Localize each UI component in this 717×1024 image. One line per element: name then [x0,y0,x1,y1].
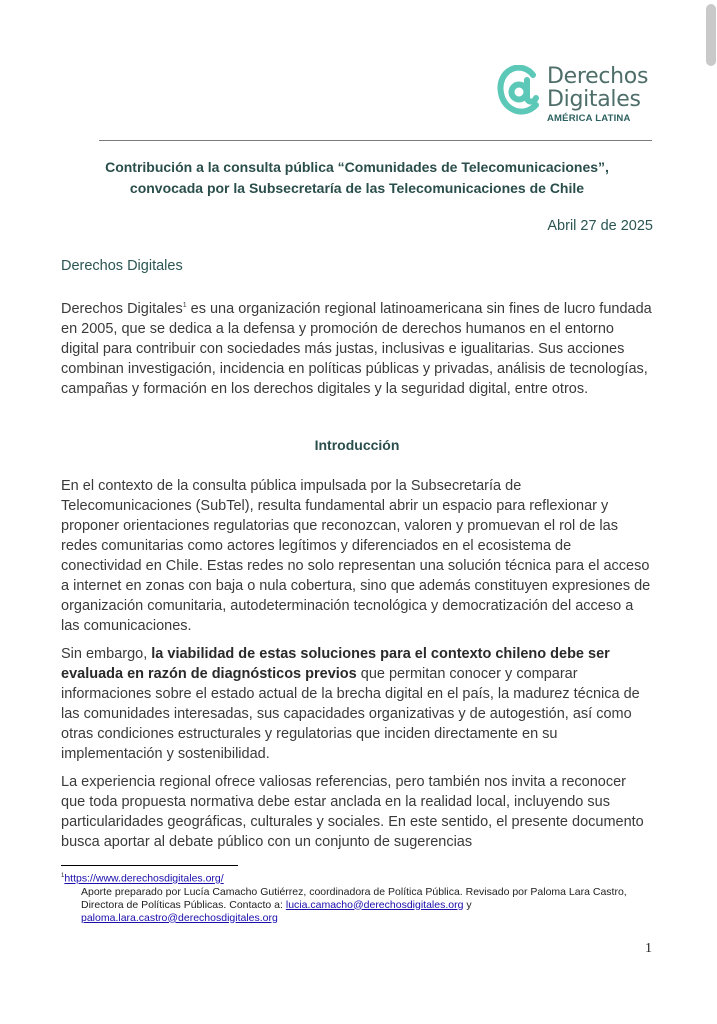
viability-pre: Sin embargo, [61,646,152,662]
footnote-divider [61,865,238,866]
viability-post: que permitan conocer y comparar informaciones sobre el estado actual de la brecha digital en el país, la madurez técnica de las comunidades interesadas, sus capacidades organizativas y de autogestión, así como otras condiciones estructurales y regulatorias que inciden directamente en su implementación y sostenibilidad. [61,666,640,762]
title-line-1: Contribución a la consulta pública “Comunidades de Telecomunicaciones”, [105,159,609,175]
footnote-conj: y [463,898,472,911]
header-divider [99,140,652,141]
section-heading-introduccion: Introducción [314,437,400,453]
document-date: Abril 27 de 2025 [547,218,653,234]
logo-tagline: AMÉRICA LATINA [547,113,631,124]
footnote-text: Aporte preparado por Lucía Camacho Gutiérrez, coordinadora de Política Pública. Revisado por Paloma Lara Castro, Directora de Políticas Públicas. Contacto a: [81,885,627,911]
footnote-line-1 [61,870,651,886]
document-title [62,157,652,199]
page-number: 1 [645,941,652,956]
paragraph-about [61,296,653,399]
email-link-paloma[interactable]: paloma.lara.castro@derechosdigitales.org [81,911,278,924]
title-line-2: convocada por la Subsecretaría de las Telecomunicaciones de Chile [129,180,585,196]
about-body: es una organización regional latinoamericana sin fines de lucro fundada en 2005, que se dedica a la defensa y promoción de derechos humanos en el entorno digital para contribuir con sociedades más justas, inclusivas e igualitarias. Sus acciones combinan investigación, incidencia en políticas públicas y privadas, análisis de tecnologías, campañas y formación en los derechos digitales y la seguridad digital, entre otros. [61,300,652,397]
logo-word-derechos: Derechos [547,64,649,89]
paragraph-context: En el contexto de la consulta pública impulsada por la Subsecretaría de Telecomunicaciones (SubTel), resulta fundamental abrir un espacio para reflexionar y proponer orientaciones regulatorias que reconozcan, valoren y promuevan el rol de las redes comunitarias como actores legítimos y diferenciados en el ecosistema de conectividad en Chile. Estas redes no solo representan una solución técnica para el acceso a internet en zonas con baja o nula cobertura, sino que además constituyen expresiones de organización comunitaria, autodeterminación tecnológica y democratización del acceso a las comunicaciones. [61,478,651,634]
document-author: Derechos Digitales [61,258,183,274]
email-link-lucia[interactable]: lucia.camacho@derechosdigitales.org [285,898,464,911]
about-lead: Derechos Digitales [61,300,183,317]
logo-word-digitales: Digitales [547,87,641,112]
viability-bold: la viabilidad de estas soluciones para el contexto chileno debe ser evaluada en razón de diagnósticos previos [61,646,610,682]
scrollbar-thumb[interactable] [706,4,716,66]
derechos-digitales-logo [497,64,667,126]
footnote-ref[interactable]: 1 [182,302,187,309]
paragraph-regional-experience: La experiencia regional ofrece valiosas referencias, pero también nos invita a reconocer que toda propuesta normativa debe estar anclada en la realidad local, incluyendo sus particularidades geográficas, culturales y sociales. En este sentido, el presente documento busca aportar al debate público con un conjunto de sugerencias [61,774,644,850]
footnote-url-link[interactable]: https://www.derechosdigitales.org/ [64,872,224,885]
footnote-note [61,886,651,925]
footnote [61,870,651,925]
paragraph-viability [61,644,653,764]
at-sign-icon [497,65,543,117]
footnote-marker: 1 [61,873,65,879]
